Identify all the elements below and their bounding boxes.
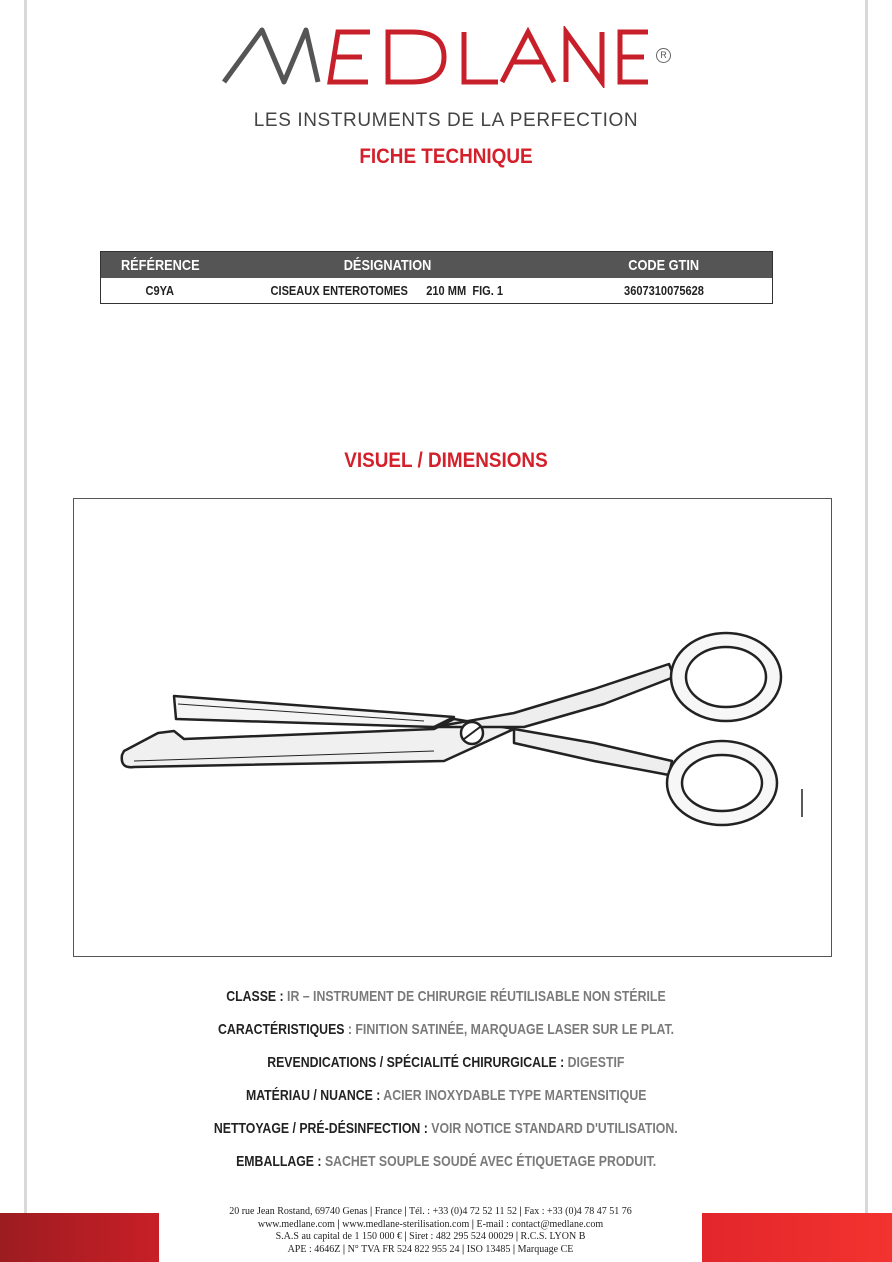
footer-email[interactable]: E-mail : contact@medlane.com	[476, 1218, 604, 1230]
cell-gtin: 3607310075628	[623, 283, 704, 298]
footer-line-2: www.medlane.com | www.medlane-sterilisation.com | E-mail : contact@medlane.com	[257, 1218, 604, 1230]
footer-red-bar-left	[0, 1213, 159, 1262]
footer-link-medlane[interactable]: www.medlane.com	[257, 1218, 335, 1230]
cell-reference: C9YA	[145, 283, 175, 298]
footer-red-bar-right	[702, 1213, 892, 1262]
table-header-row	[101, 252, 772, 278]
spec-class: CLASSE : IR – INSTRUMENT DE CHIRURGIE RÉUTILISABLE NON STÉRILE	[226, 988, 666, 1005]
spec-material: MATÉRIAU / NUANCE : ACIER INOXYDABLE TYPE MARTENSITIQUE	[245, 1087, 647, 1104]
header-reference: RÉFÉRENCE	[120, 256, 200, 274]
section-title-visual-dimensions: VISUEL / DIMENSIONS	[344, 449, 548, 472]
brand-tagline: LES INSTRUMENTS DE LA PERFECTION	[253, 110, 639, 131]
footer-contact	[159, 1206, 702, 1256]
spec-characteristics: CARACTÉRISTIQUES : FINITION SATINÉE, MARQUAGE LASER SUR LE PLAT.	[217, 1021, 675, 1038]
header-designation: DÉSIGNATION	[343, 256, 431, 274]
footer-line-3: S.A.S au capital de 1 150 000 € | Siret : 482 295 524 00029 | R.C.S. LYON B	[275, 1231, 586, 1242]
header-gtin: CODE GTIN	[628, 256, 700, 274]
medlane-wordmark	[222, 26, 652, 88]
product-table	[100, 251, 773, 304]
section-title-technical-sheet: FICHE TECHNIQUE	[359, 145, 533, 168]
footer-link-sterilisation[interactable]: www.medlane-sterilisation.com	[342, 1218, 470, 1230]
footer-line-4: APE : 4646Z | N° TVA FR 524 822 955 24 | ISO 13485 | Marquage CE	[287, 1243, 574, 1255]
table-row	[101, 278, 772, 303]
spec-packaging: EMBALLAGE : SACHET SOUPLE SOUDÉ AVEC ÉTIQUETAGE PRODUIT.	[235, 1153, 657, 1170]
spec-cleaning: NETTOYAGE / PRÉ-DÉSINFECTION : VOIR NOTICE STANDARD D'UTILISATION.	[214, 1120, 678, 1137]
registered-mark: R	[656, 48, 671, 63]
product-image-frame	[73, 498, 832, 957]
spec-specialty: REVENDICATIONS / SPÉCIALITÉ CHIRURGICALE : DIGESTIF	[267, 1054, 625, 1071]
footer-line-1: 20 rue Jean Rostand, 69740 Genas | France | Tél. : +33 (0)4 72 52 11 52 | Fax : +33 (0)4 78 47 51 76	[229, 1206, 632, 1217]
enterotomy-scissors-illustration	[74, 499, 831, 956]
cell-designation: CISEAUX ENTEROTOMES 210 MM FIG. 1	[270, 283, 504, 298]
spec-list	[0, 988, 892, 1186]
brand-logo	[0, 20, 892, 131]
